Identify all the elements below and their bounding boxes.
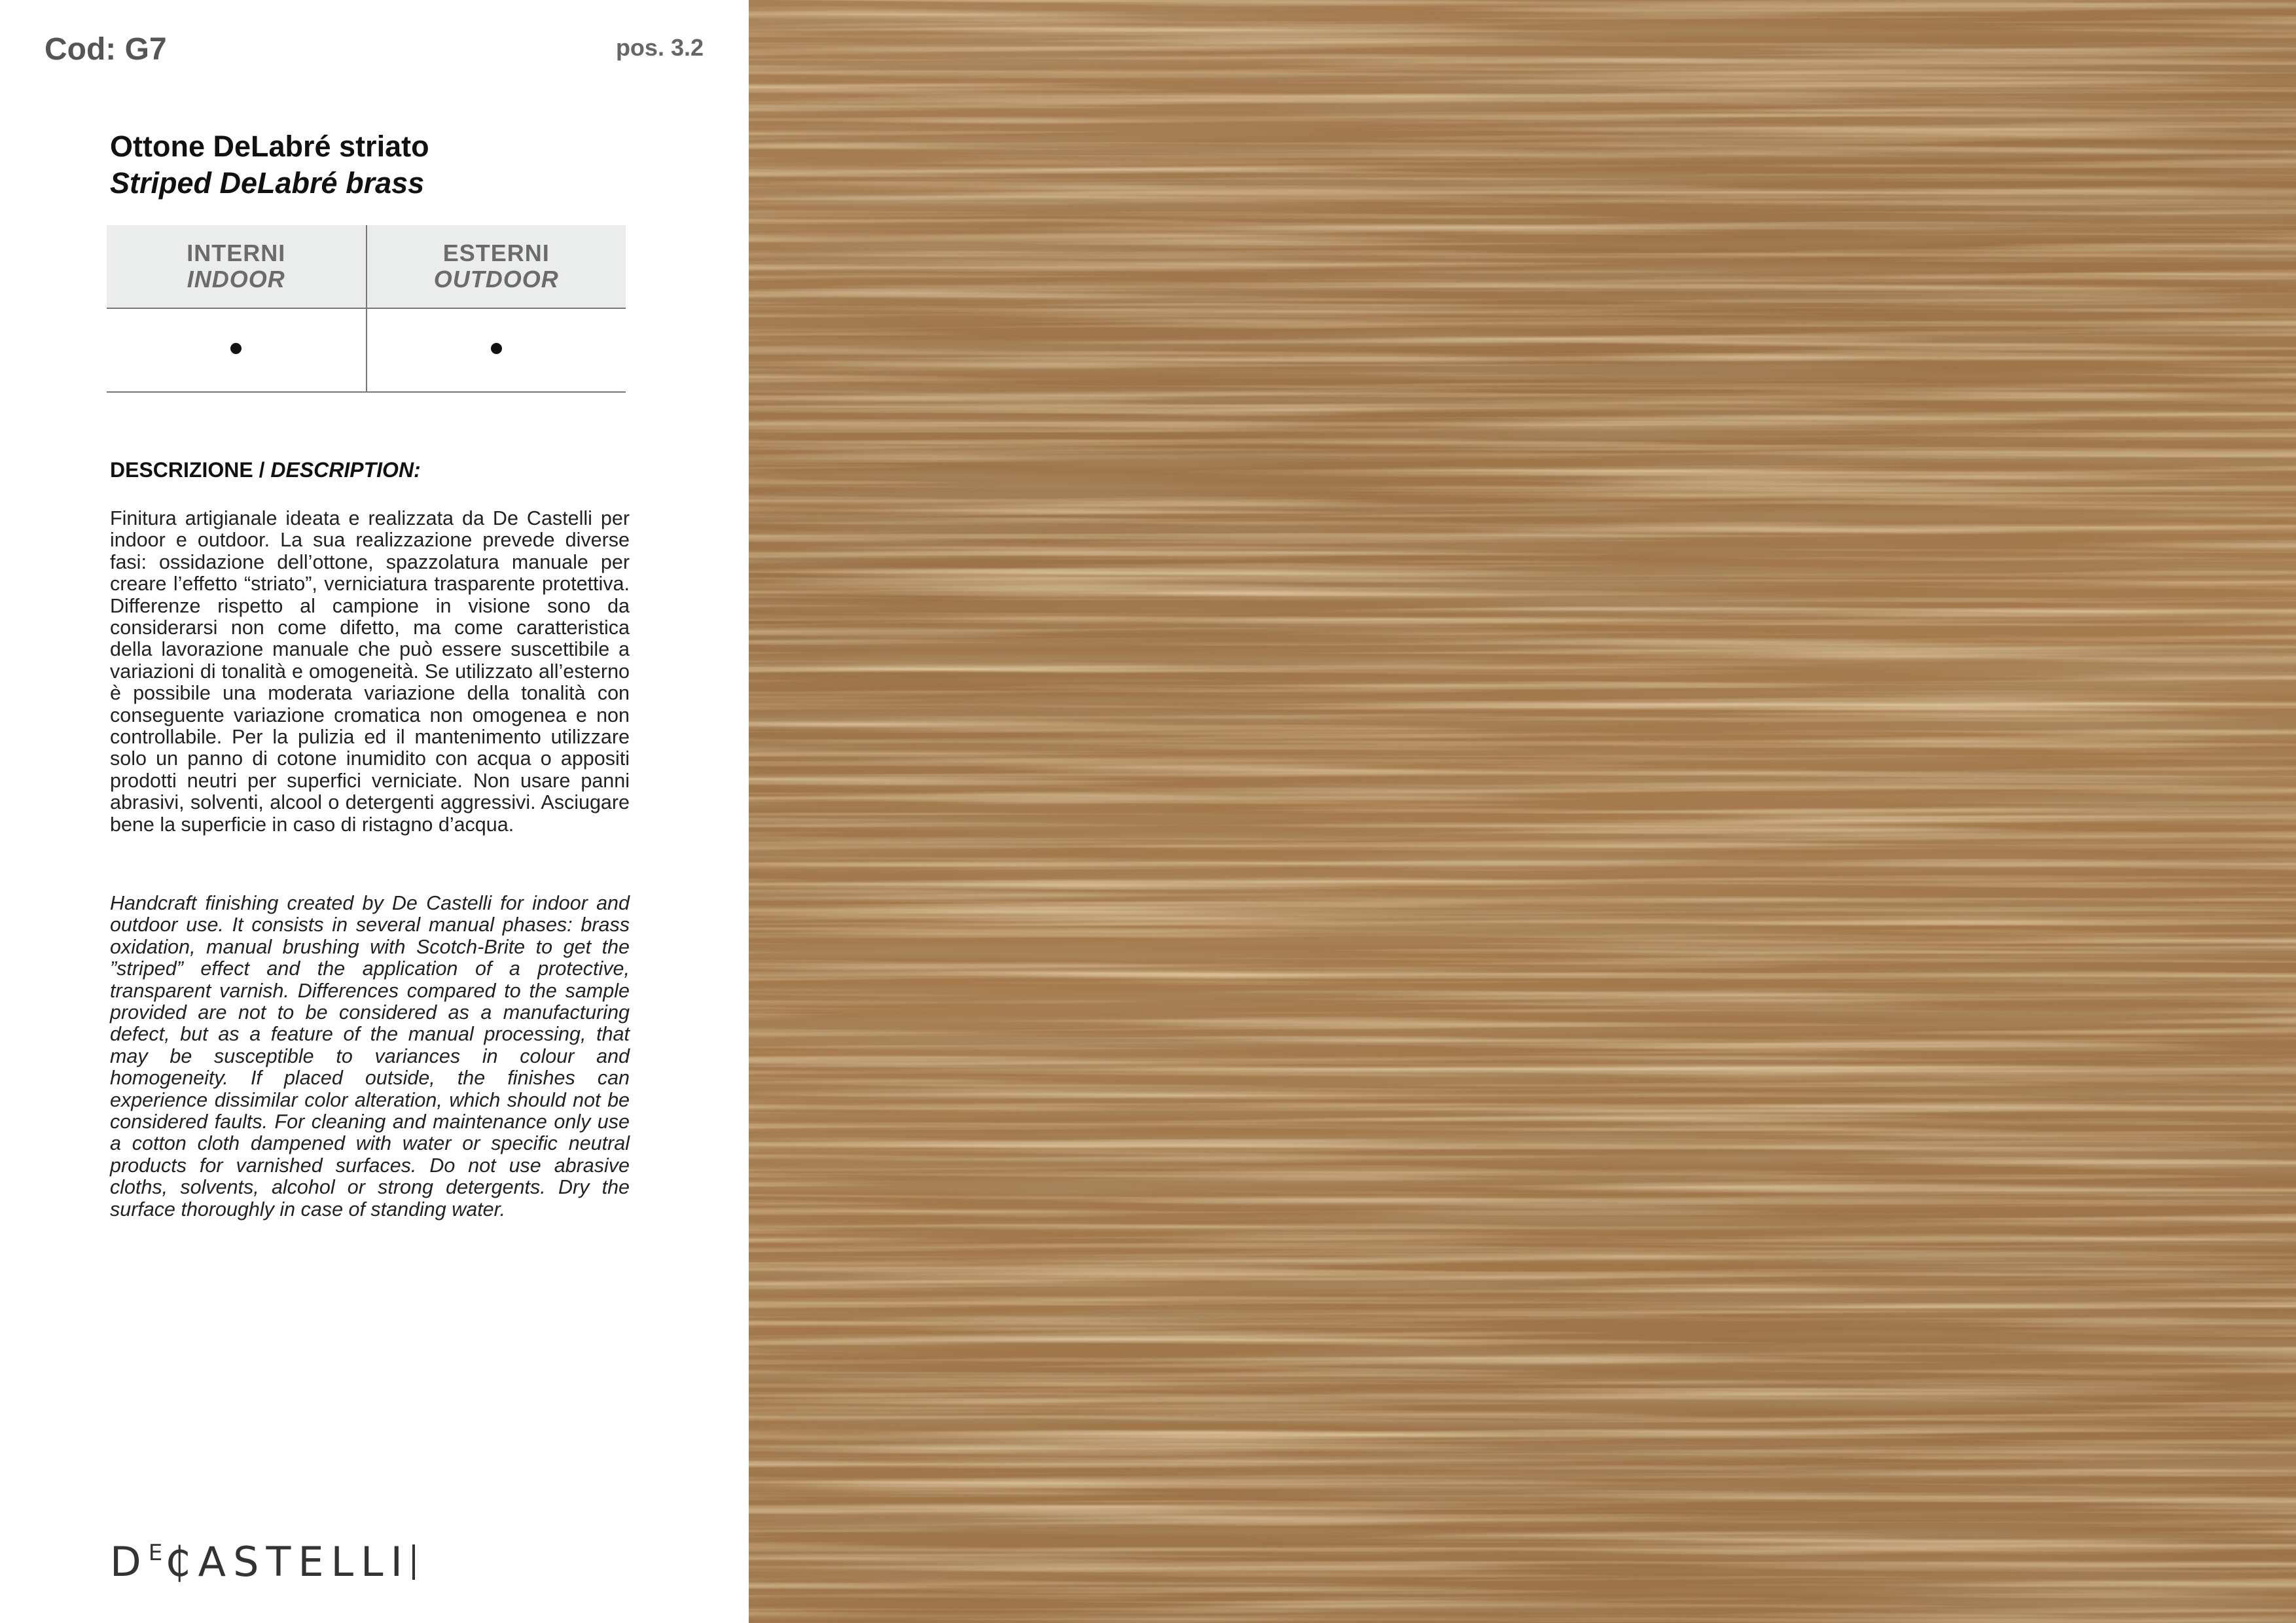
usage-header-outdoor [367, 225, 626, 308]
logo-bar [412, 1544, 415, 1580]
description-heading-en: DESCRIPTION: [270, 458, 421, 482]
brass-texture [749, 0, 2296, 1623]
title-italian: Ottone DeLabré striato [110, 130, 429, 163]
description-heading-it: DESCRIZIONE / [110, 458, 265, 482]
material-swatch-image [749, 0, 2296, 1623]
usage-header-outdoor-it: ESTERNI [442, 240, 550, 266]
info-panel [0, 0, 749, 1623]
product-code: Cod: G7 [45, 32, 167, 67]
indoor-available-dot-icon [230, 343, 242, 354]
usage-outdoor-cell [367, 308, 626, 392]
description-heading [110, 458, 421, 482]
usage-indoor-cell [107, 308, 367, 392]
position-label: pos. 3.2 [615, 34, 704, 61]
outdoor-available-dot-icon [491, 343, 502, 354]
usage-value-row [107, 308, 626, 392]
usage-table [107, 225, 626, 393]
logo-letter-d: D [110, 1538, 149, 1586]
brand-logo [110, 1530, 415, 1586]
logo-castelli: ₵ASTELLI [165, 1538, 410, 1586]
title-english: Striped DeLabré brass [110, 166, 425, 200]
logo-letter-e: E [148, 1540, 166, 1566]
usage-header-row [107, 225, 626, 308]
usage-header-outdoor-en: OUTDOOR [433, 266, 559, 293]
usage-header-indoor-it: INTERNI [187, 240, 286, 266]
description-english: Handcraft finishing created by De Castelli for indoor and outdoor use. It consists in several manual phases: brass oxidation, manual brushing with Scotch-Brite to get the ”striped” effect and the application of a protective, transparent varnish. Differences compared to the sample provided are not to be considered as a manufacturing defect, but as a feature of the manual processing, that may be susceptible to variances in colour and homogeneity. If placed outside, the finishes can experience dissimilar color alteration, which should not be considered faults. For cleaning and maintenance only use a cotton cloth dampened with water or specific neutral products for varnished surfaces. Do not use abrasive cloths, solvents, alcohol or strong detergents. Dry the surface thoroughly in case of standing water. [110, 892, 630, 1221]
usage-header-indoor-en: INDOOR [187, 266, 285, 293]
description-italian: Finitura artigianale ideata e realizzata da De Castelli per indoor e outdoor. La sua realizzazione prevede diverse fasi: ossidazione dell’ottone, spazzolatura manuale per creare l’effetto “striato”, verniciatura trasparente protettiva. Differenze rispetto al campione in visione sono da considerarsi non come difetto, ma come caratteristica della lavorazione manuale che può essere suscettibile a variazioni di tonalità e omogeneità. Se utilizzato all’esterno è possibile una moderata variazione della tonalità con conseguente variazione cromatica non omogenea e non controllabile. Per la pulizia ed il mantenimento utilizzare solo un panno di cotone inumidito con acqua o appositi prodotti neutri per superfici verniciate. Non usare panni abrasivi, solventi, alcool o detergenti aggressivi. Asciugare bene la superficie in caso di ristagno d’acqua. [110, 507, 630, 836]
usage-header-indoor [107, 225, 367, 308]
